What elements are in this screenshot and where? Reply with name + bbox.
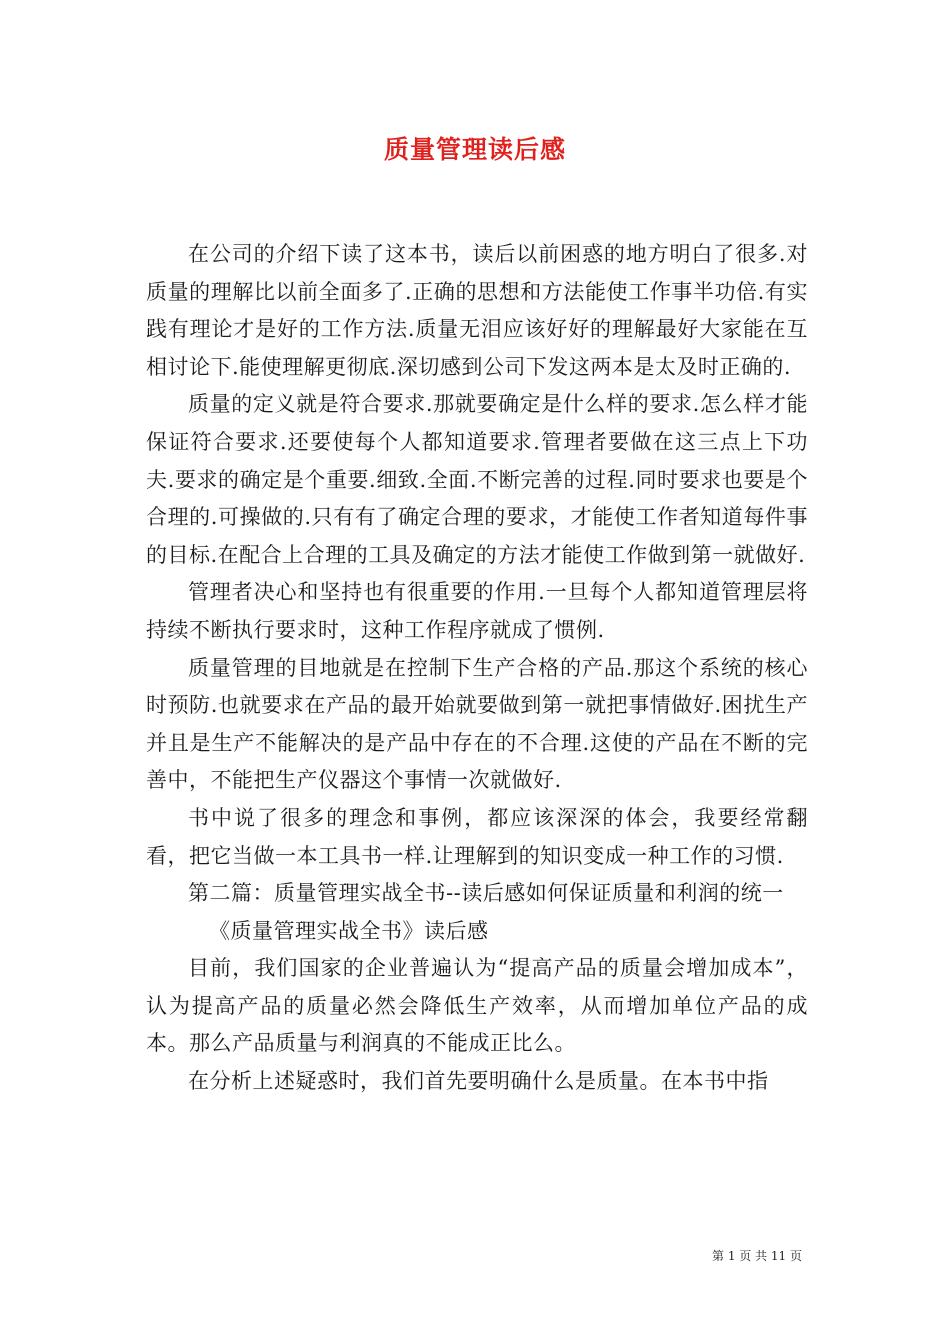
paragraph-3: 管理者决心和坚持也有很重要的作用.一旦每个人都知道管理层将持续不断执行要求时，这种工作程序就成了惯例. xyxy=(146,580,808,642)
paragraph-7: 在分析上述疑惑时，我们首先要明确什么是质量。在本书中指 xyxy=(188,1069,769,1094)
page-title: 质量管理读后感 xyxy=(383,135,566,164)
paragraph-2: 质量的定义就是符合要求.那就要确定是什么样的要求.怎么样才能保证符合要求.还要使每个人都知道要求.管理者要做在这三点上下功夫.要求的确定是个重要.细致.全面.不断完善的过程.同时要求也要是个合理的.可操做的.只有有了确定合理的要求，才能使工作者知道每件事的目标.在配合上合理的工具及确定的方法才能使工作做到第一就做好. xyxy=(146,392,808,567)
page-number-footer: 第 1 页 共 11 页 xyxy=(712,1249,802,1263)
document-body xyxy=(146,236,808,1101)
paragraph-6: 目前，我们国家的企业普遍认为“提高产品的质量会增加成本”，认为提高产品的质量必然会降低生产效率，从而增加单位产品的成本。那么产品质量与利润真的不能成正比么。 xyxy=(146,956,808,1056)
paragraph-4: 质量管理的目地就是在控制下生产合格的产品.那这个系统的核心时预防.也就要求在产品的最开始就要做到第一就把事情做好.困扰生产并且是生产不能解决的是产品中存在的不合理.这使的产品在不断的完善中，不能把生产仪器这个事情一次就做好. xyxy=(146,655,808,793)
book-title-line: 《质量管理实战全书》读后感 xyxy=(209,918,489,943)
section-heading-part-two: 第二篇：质量管理实战全书--读后感如何保证质量和利润的统一 xyxy=(188,881,784,906)
paragraph-5: 书中说了很多的理念和事例，都应该深深的体会，我要经常翻看，把它当做一本工具书一样.让理解到的知识变成一种工作的习惯. xyxy=(146,805,808,868)
paragraph-1: 在公司的介绍下读了这本书，读后以前困惑的地方明白了很多.对质量的理解比以前全面多了.正确的思想和方法能使工作事半功倍.有实践有理论才是好的工作方法.质量无泪应该好好的理解最好大家能在互相讨论下.能使理解更彻底.深切感到公司下发这两本是太及时正确的. xyxy=(146,242,808,379)
